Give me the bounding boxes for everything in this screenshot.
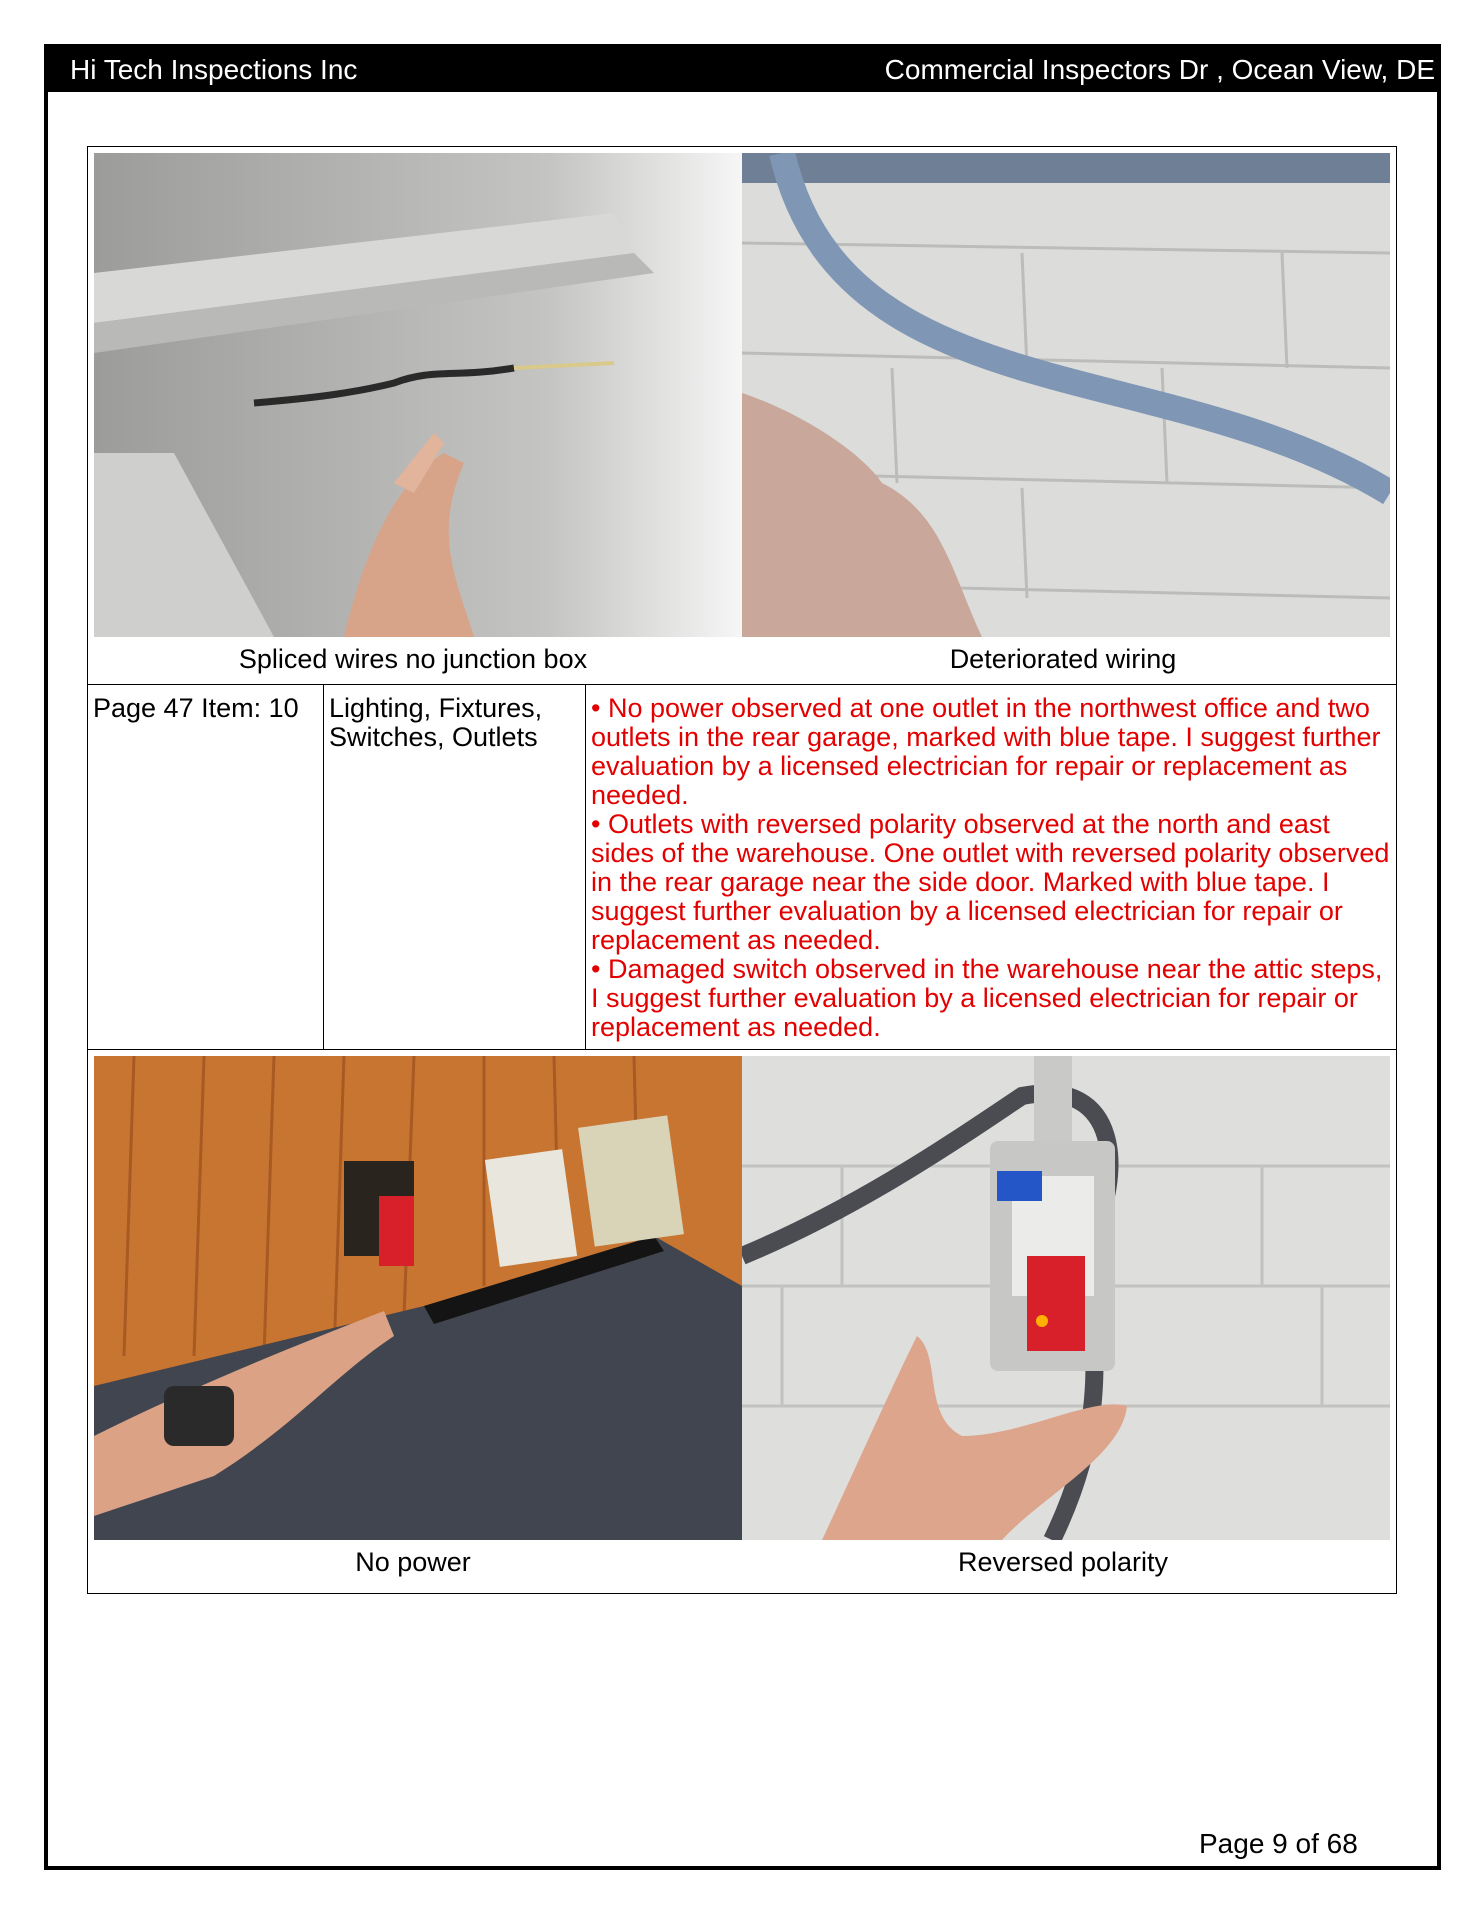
comment-reversed-polarity: • Outlets with reversed polarity observed at the north and east sides of the warehouse. One outlet with reversed polarity observed in the rear garage near the side door. Marked with blue tape. I suggest further evaluation by a licensed electrician for repair or replacement as needed. xyxy=(591,809,1390,955)
photo-block-2 xyxy=(87,1050,1397,1594)
page-item-ref: Page 47 Item: 10 xyxy=(88,684,324,1049)
page-number: Page 9 of 68 xyxy=(1199,1828,1358,1859)
item-comments xyxy=(586,684,1396,1049)
photo-no-power xyxy=(94,1056,742,1540)
caption-no-power: No power xyxy=(355,1547,471,1577)
photo-reversed-polarity xyxy=(742,1056,1390,1540)
photo-spliced-wires xyxy=(94,153,742,637)
caption-spliced-wires: Spliced wires no junction box xyxy=(238,644,588,674)
photo-block-1 xyxy=(87,146,1397,685)
inspection-item-row xyxy=(87,684,1397,1050)
page-header xyxy=(44,44,1441,92)
company-name: Hi Tech Inspections Inc xyxy=(70,54,358,85)
caption-deteriorated-wiring: Deteriorated wiring xyxy=(949,644,1177,674)
comment-no-power: • No power observed at one outlet in the northwest office and two outlets in the rear garage, marked with blue tape. I suggest further evaluation by a licensed electrician for repair or replacement as needed. xyxy=(591,693,1381,810)
photo-deteriorated-wiring xyxy=(742,153,1390,637)
property-address: Commercial Inspectors Dr , Ocean View, DE xyxy=(884,54,1435,85)
caption-reversed-polarity: Reversed polarity xyxy=(957,1547,1169,1577)
comment-damaged-switch: • Damaged switch observed in the warehouse near the attic steps, I suggest further evaluation by a licensed electrician for repair or replacement as needed. xyxy=(591,954,1383,1042)
item-category: Lighting, Fixtures, Switches, Outlets xyxy=(324,684,586,1049)
